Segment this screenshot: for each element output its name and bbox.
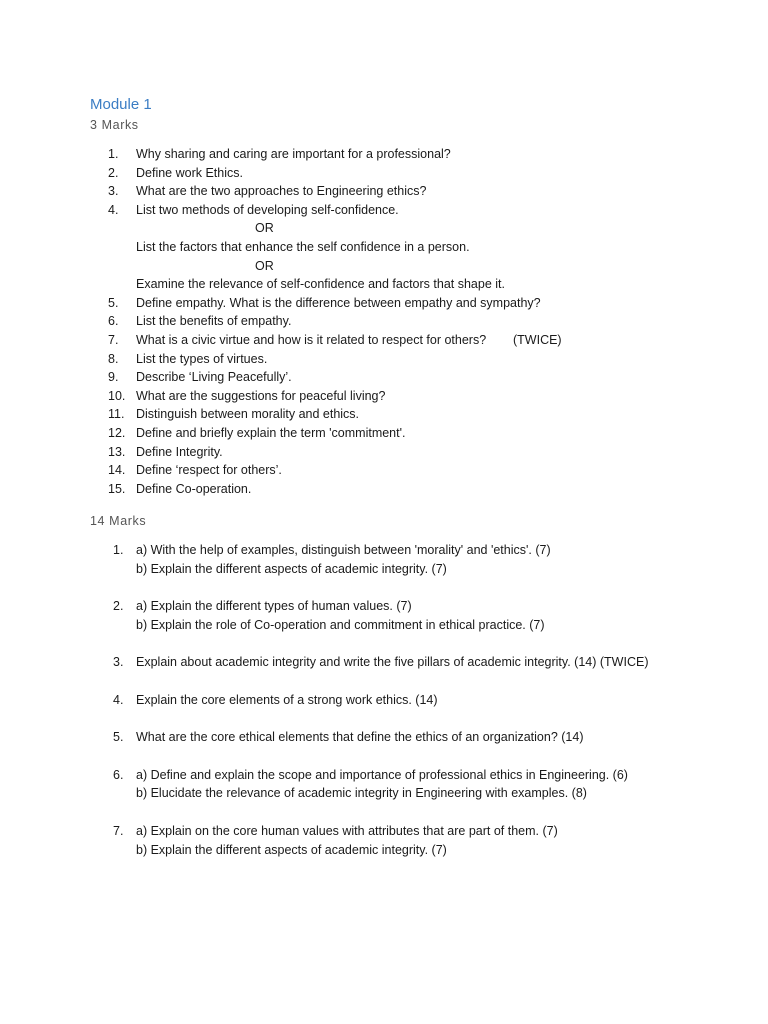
long-question: [0, 597, 768, 635]
question-number: 12.: [108, 425, 126, 440]
question-number: 10.: [108, 388, 126, 403]
question-number: 11.: [108, 407, 125, 422]
question-line: [0, 424, 768, 443]
question-line: [0, 238, 768, 257]
question-number: 1.: [113, 543, 124, 557]
question-line: [0, 461, 768, 480]
question-number: 2.: [113, 599, 124, 614]
or-label: OR: [255, 221, 274, 236]
question-text: List the benefits of empathy.: [136, 314, 292, 329]
question-number: 13.: [108, 444, 126, 459]
question-line: [0, 480, 768, 499]
question-line: [0, 784, 768, 803]
question-line: [0, 691, 768, 710]
question-line: [0, 145, 768, 164]
question-number: 15.: [108, 481, 126, 496]
question-line: [0, 312, 768, 331]
question-text: List the types of virtues.: [136, 351, 268, 366]
question-text: What are the two approaches to Engineering ethics?: [136, 184, 427, 199]
question-number: 2.: [108, 165, 119, 180]
question-number: 3.: [108, 184, 119, 199]
question-text: b) Explain the role of Co-operation and commitment in ethical practice. (7): [136, 617, 545, 632]
question-text: Define work Ethics.: [136, 165, 243, 180]
question-line: [0, 541, 768, 560]
question-line: [0, 616, 768, 635]
question-line: [0, 597, 768, 616]
question-number: 6.: [108, 314, 119, 329]
or-separator: [0, 219, 768, 238]
question-text: Examine the relevance of self-confidence and factors that shape it.: [136, 277, 505, 292]
question-text: a) With the help of examples, distinguish between 'morality' and 'ethics'. (7): [136, 543, 551, 557]
question-line: [0, 201, 768, 220]
question-line: [0, 368, 768, 387]
question-text: a) Define and explain the scope and importance of professional ethics in Engineering. (6): [136, 767, 628, 782]
question-number: 1.: [108, 147, 119, 161]
question-text: Distinguish between morality and ethics.: [136, 407, 360, 422]
question-number: 5.: [108, 295, 119, 310]
question-line: [0, 405, 768, 424]
question-number: 7.: [108, 332, 119, 347]
question-line: [0, 387, 768, 406]
or-label: OR: [255, 258, 274, 273]
question-text: List two methods of developing self-confidence.: [136, 202, 399, 217]
module-title: Module 1: [90, 96, 152, 113]
or-separator: [0, 257, 768, 276]
question-line: [0, 653, 768, 672]
question-text: Define Co-operation.: [136, 481, 252, 496]
section-heading-3-marks: 3 Marks: [90, 118, 139, 132]
question-line: [0, 728, 768, 747]
question-text: Why sharing and caring are important for a professional?: [136, 147, 451, 161]
question-line: [0, 350, 768, 369]
question-text: b) Explain the different aspects of academic integrity. (7): [136, 842, 447, 857]
repeat-note: (TWICE): [513, 332, 562, 347]
question-text: Explain about academic integrity and write the five pillars of academic integrity. (14) (TWICE): [136, 655, 649, 670]
question-number: 6.: [113, 767, 124, 782]
question-number: 14.: [108, 463, 126, 478]
question-text: What are the suggestions for peaceful living?: [136, 388, 386, 403]
long-question: [0, 728, 768, 747]
question-text: b) Explain the different aspects of academic integrity. (7): [136, 561, 447, 576]
question-text: Explain the core elements of a strong work ethics. (14): [136, 692, 438, 707]
question-text: Define ‘respect for others’.: [136, 463, 282, 478]
question-number: 4.: [113, 692, 124, 707]
long-question: [0, 822, 768, 860]
question-number: 4.: [108, 202, 119, 217]
question-number: 7.: [113, 823, 124, 838]
question-text: Define Integrity.: [136, 444, 223, 459]
question-list-14-marks: [0, 541, 768, 878]
question-line: [0, 164, 768, 183]
question-line: [0, 766, 768, 785]
question-line: [0, 275, 768, 294]
question-number: 8.: [108, 351, 119, 366]
long-question: [0, 691, 768, 710]
question-line: [0, 182, 768, 201]
question-text: What is a civic virtue and how is it related to respect for others?: [136, 332, 487, 347]
question-line: [0, 841, 768, 860]
question-text: b) Elucidate the relevance of academic integrity in Engineering with examples. (8): [136, 786, 587, 801]
question-text: What are the core ethical elements that define the ethics of an organization? (14): [136, 730, 584, 745]
long-question: [0, 766, 768, 804]
question-text: a) Explain the different types of human values. (7): [136, 599, 412, 614]
long-question: [0, 541, 768, 579]
long-question: [0, 653, 768, 672]
question-line: [0, 822, 768, 841]
question-number: 9.: [108, 370, 119, 385]
question-text: Define and briefly explain the term 'commitment'.: [136, 425, 406, 440]
question-text: Describe ‘Living Peacefully’.: [136, 370, 292, 385]
question-line: [0, 443, 768, 462]
section-heading-14-marks: 14 Marks: [90, 514, 147, 528]
question-number: 3.: [113, 655, 124, 670]
question-line: [0, 294, 768, 313]
question-line: [0, 560, 768, 579]
question-line: [0, 331, 768, 350]
question-list-3-marks: [0, 145, 768, 498]
question-text: a) Explain on the core human values with attributes that are part of them. (7): [136, 823, 558, 838]
question-number: 5.: [113, 730, 124, 745]
question-text: Define empathy. What is the difference between empathy and sympathy?: [136, 295, 541, 310]
question-text: List the factors that enhance the self confidence in a person.: [136, 239, 470, 254]
